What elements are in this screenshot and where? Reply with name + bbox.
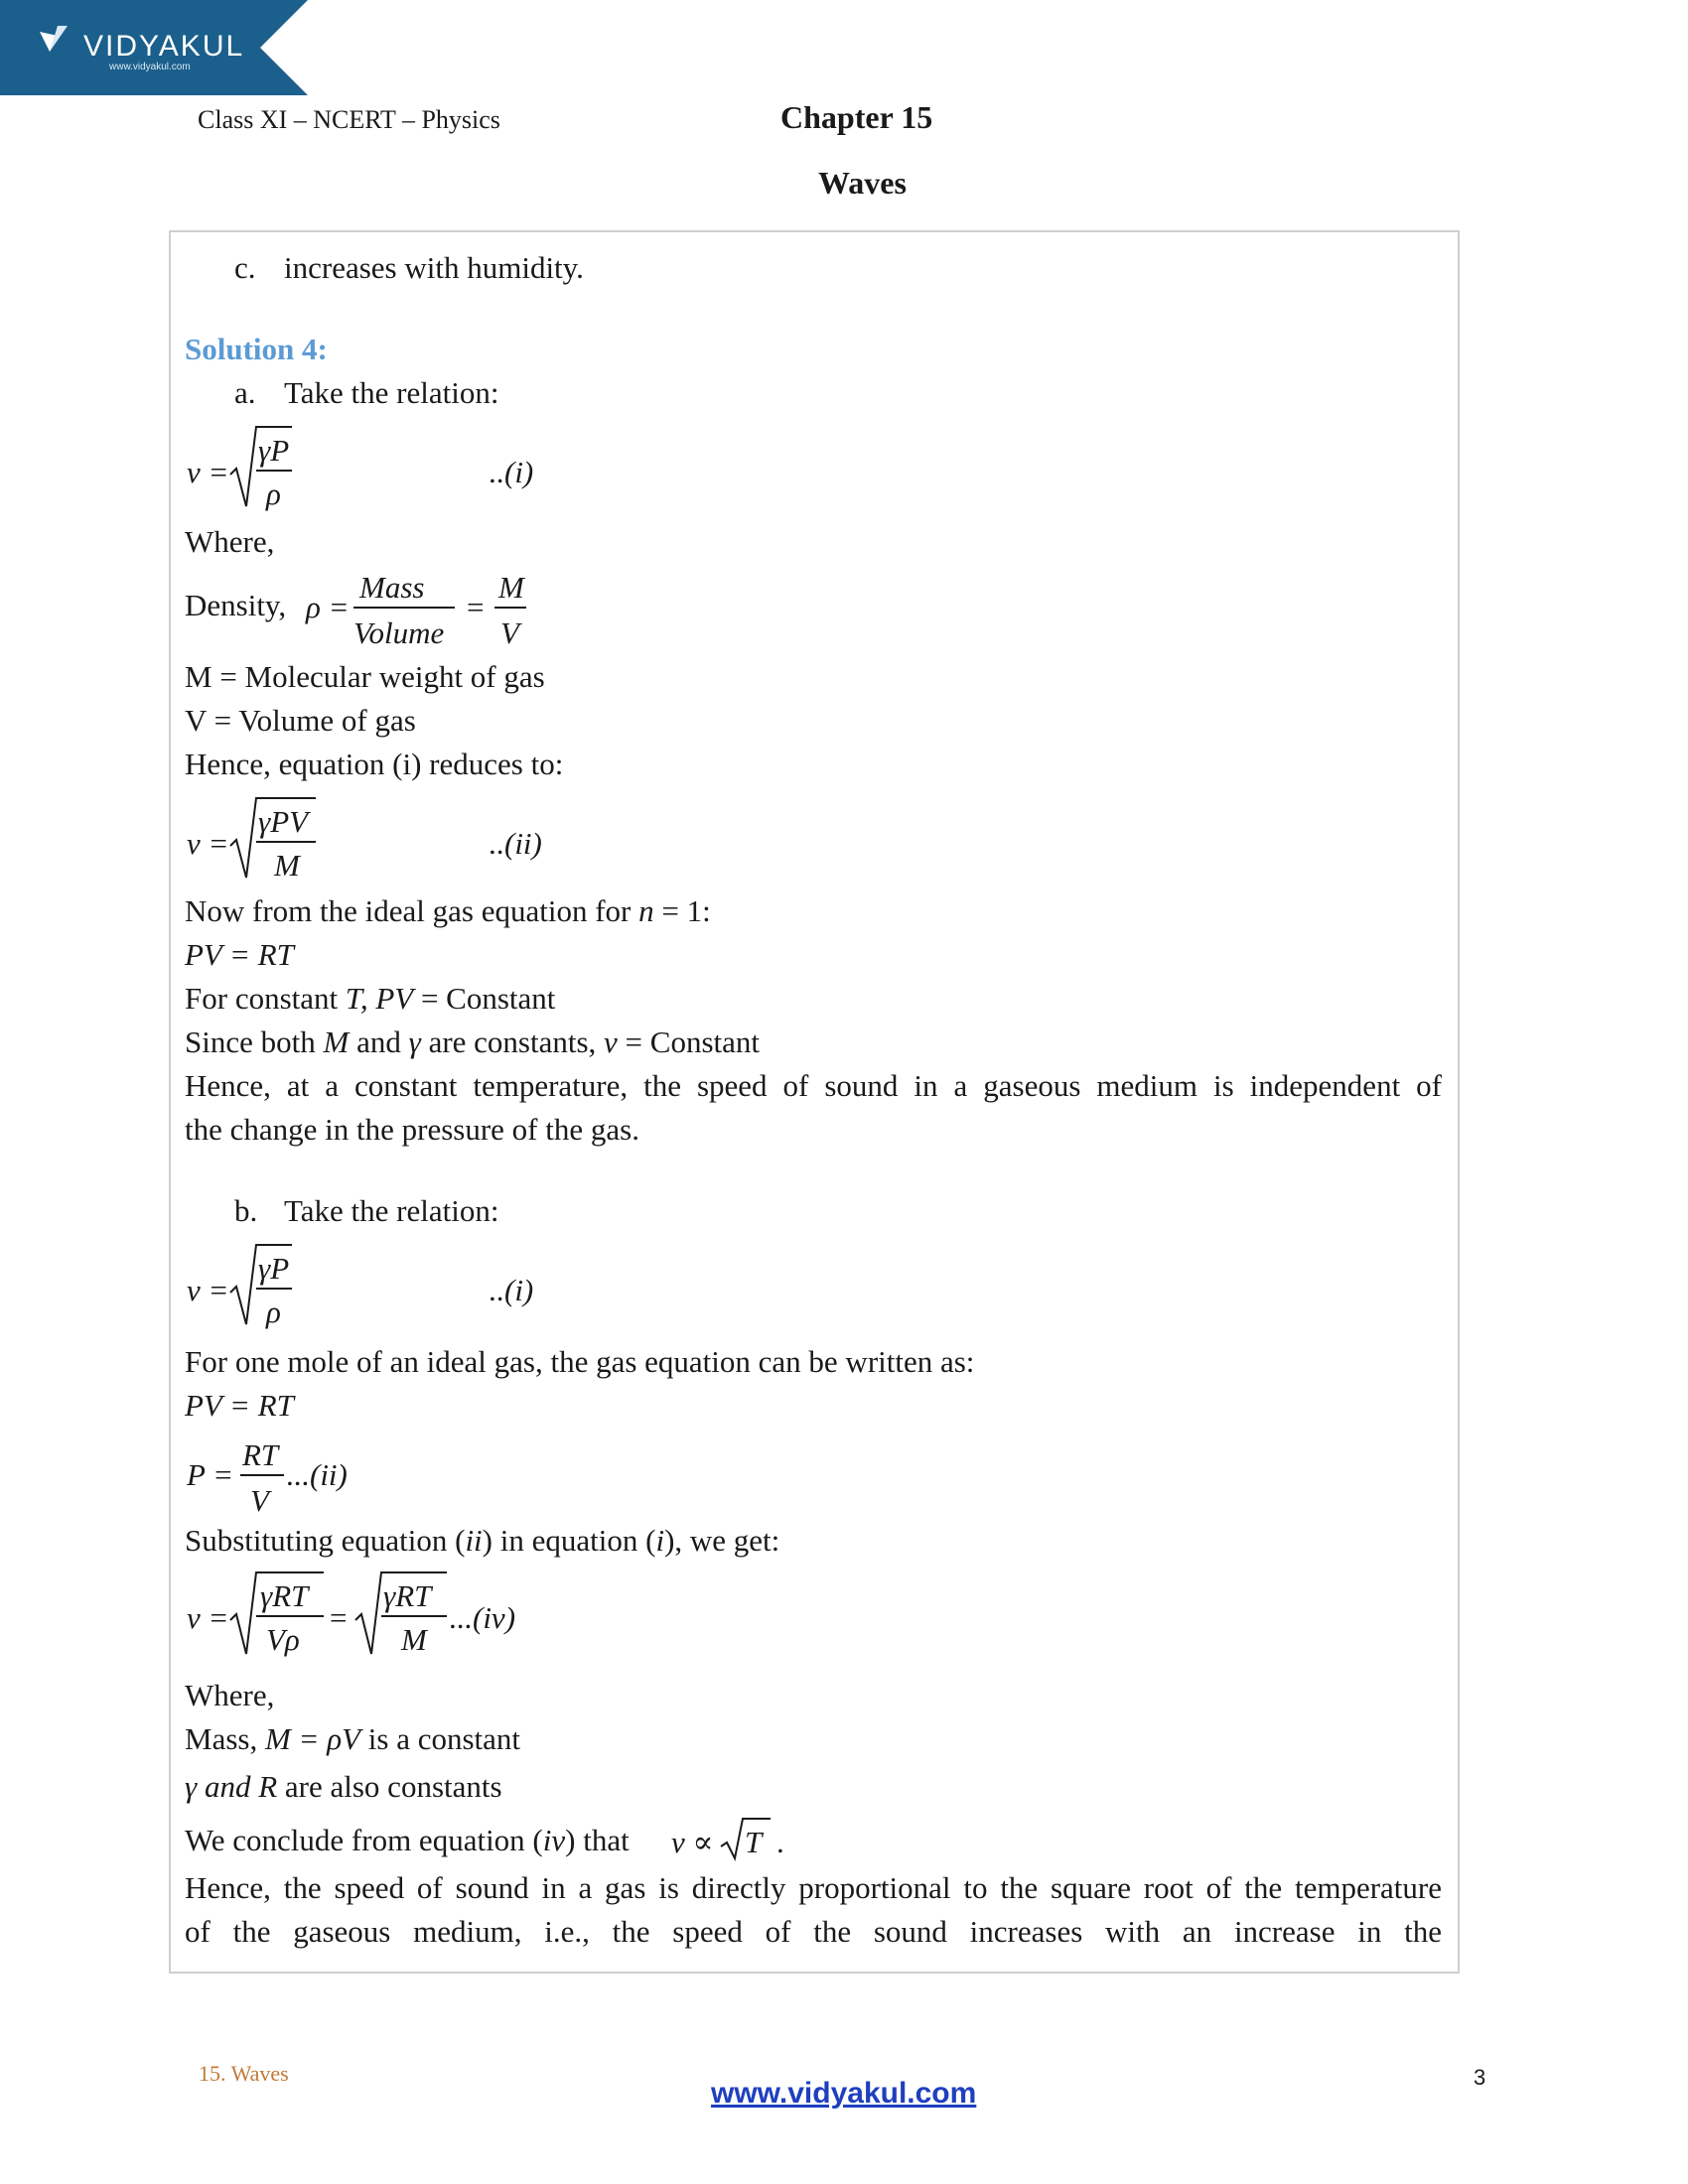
- svg-text:γPV: γPV: [258, 804, 309, 839]
- svg-text:γP: γP: [258, 433, 290, 468]
- svg-text:RT: RT: [242, 1437, 279, 1472]
- solution-heading: Solution 4:: [185, 332, 328, 366]
- conclusion-a-line-1: Hence, at a constant temperature, the speed of sound in a gaseous medium is independent of: [185, 1068, 1442, 1103]
- svg-text:V: V: [250, 1483, 269, 1518]
- content-box: [169, 230, 1460, 1974]
- substituting-line: Substituting equation (ii) in equation (i), we get:: [185, 1523, 780, 1558]
- gamma-r-line: γ and R are also constants: [185, 1769, 502, 1804]
- where-label-2: Where,: [185, 1678, 275, 1712]
- page-number: 3: [1474, 2065, 1486, 2090]
- pv-rt-a: PV = RT: [185, 937, 294, 972]
- svg-text:(ii): (ii): [504, 826, 542, 861]
- svg-text:ρ: ρ: [266, 1295, 281, 1329]
- pv-rt-b: PV = RT: [185, 1388, 294, 1423]
- svg-text:Vρ: Vρ: [266, 1622, 300, 1657]
- part-b-label: b.: [234, 1193, 258, 1228]
- svg-text:(i): (i): [504, 455, 534, 489]
- svg-text:...: ...: [286, 1457, 310, 1492]
- svg-text:v =: v =: [187, 1600, 229, 1635]
- header-title: Waves: [818, 165, 907, 201]
- svg-text:T: T: [745, 1825, 763, 1859]
- svg-text:M: M: [274, 848, 300, 883]
- equation-b-ii: [181, 1428, 439, 1527]
- conclusion-a-line-2: the change in the pressure of the gas.: [185, 1112, 639, 1147]
- header-chapter: Chapter 15: [780, 99, 933, 135]
- svg-text:=: =: [330, 1600, 348, 1635]
- logo-text: VIDYAKUL: [83, 30, 245, 63]
- svg-text:...: ...: [449, 1600, 473, 1635]
- hence-reduces: Hence, equation (i) reduces to:: [185, 747, 564, 781]
- ideal-gas-line: Now from the ideal gas equation for n = 1:: [185, 893, 711, 928]
- conclude-line: We conclude from equation (iv) that: [185, 1823, 630, 1857]
- svg-text:ρ: ρ: [266, 477, 281, 511]
- svg-text:..: ..: [489, 1273, 504, 1307]
- header-course: Class XI – NCERT – Physics: [198, 105, 500, 134]
- footer-website-link[interactable]: www.vidyakul.com: [711, 2077, 977, 2110]
- constant-t-line: For constant T, PV = Constant: [185, 981, 556, 1016]
- option-c-label: c.: [234, 250, 256, 285]
- equation-b-iv: [181, 1563, 578, 1672]
- density-equation: [306, 560, 554, 659]
- svg-text:Mass: Mass: [359, 570, 425, 605]
- svg-text:..: ..: [489, 826, 504, 861]
- svg-text:v =: v =: [187, 455, 229, 489]
- proportional-expression: [671, 1811, 810, 1870]
- one-mole-line: For one mole of an ideal gas, the gas equation can be written as:: [185, 1344, 975, 1379]
- svg-text:v =: v =: [187, 826, 229, 861]
- vidyakul-logo[interactable]: [0, 0, 308, 95]
- svg-text:..: ..: [489, 455, 504, 489]
- conclusion-b-line-1: Hence, the speed of sound in a gas is directly proportional to the square root of the temperature: [185, 1870, 1442, 1905]
- svg-text:ρ =: ρ =: [306, 590, 350, 624]
- option-c-text: increases with humidity.: [284, 250, 584, 285]
- logo-url: www.vidyakul.com: [109, 62, 191, 72]
- svg-text:v ∝: v ∝: [671, 1825, 714, 1859]
- m-definition: M = Molecular weight of gas: [185, 659, 545, 694]
- svg-text:V: V: [500, 615, 519, 650]
- part-b-text: Take the relation:: [284, 1193, 499, 1228]
- svg-text:(iv): (iv): [473, 1600, 516, 1635]
- svg-text:γRT: γRT: [260, 1578, 309, 1613]
- svg-text:γP: γP: [258, 1251, 290, 1286]
- v-definition: V = Volume of gas: [185, 703, 416, 738]
- svg-text:γRT: γRT: [383, 1578, 432, 1613]
- since-both-line: Since both M and γ are constants, v = Constant: [185, 1024, 761, 1059]
- conclusion-b-line-2: of the gaseous medium, i.e., the speed of the sound increases with an increase in the: [185, 1914, 1442, 1949]
- svg-text:(i): (i): [504, 1273, 534, 1307]
- svg-text:Volume: Volume: [353, 615, 445, 650]
- svg-text:(ii): (ii): [310, 1457, 348, 1492]
- svg-text:v =: v =: [187, 1273, 229, 1307]
- density-label: Density,: [185, 588, 287, 622]
- svg-text:P =: P =: [187, 1457, 234, 1492]
- svg-text:M: M: [401, 1622, 427, 1657]
- mass-line: Mass, M = ρV is a constant: [185, 1721, 521, 1756]
- where-label: Where,: [185, 524, 275, 559]
- part-a-text: Take the relation:: [284, 375, 499, 410]
- part-a-label: a.: [234, 375, 256, 410]
- svg-text:.: .: [776, 1825, 784, 1859]
- equation-a-i: [181, 417, 534, 516]
- equation-b-i: [181, 1235, 538, 1334]
- svg-text:=: =: [467, 590, 485, 624]
- equation-a-ii: [181, 788, 542, 887]
- footer-chapter: 15. Waves: [199, 2061, 289, 2086]
- svg-text:M: M: [498, 570, 524, 605]
